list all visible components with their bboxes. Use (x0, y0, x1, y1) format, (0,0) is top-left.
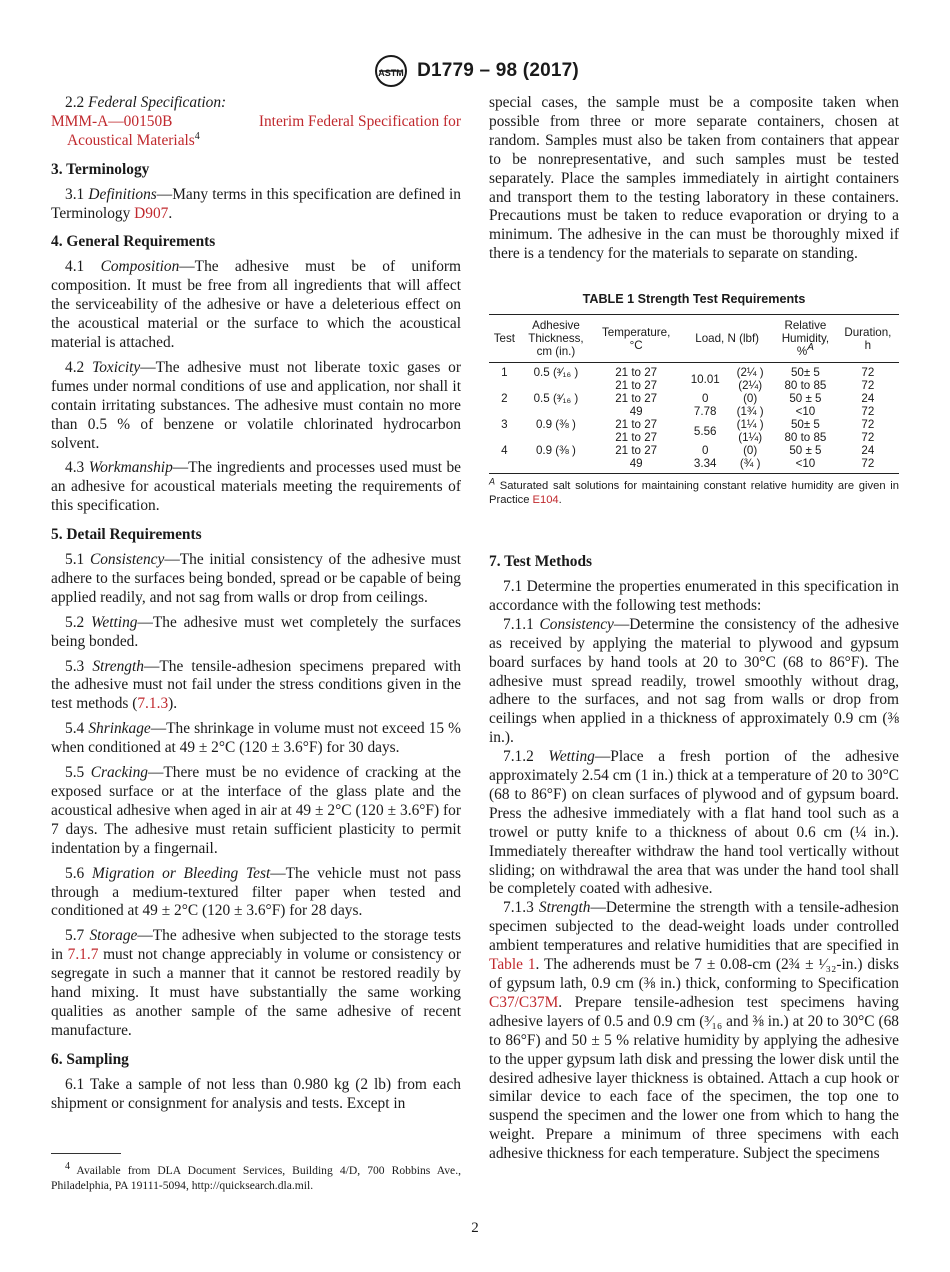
table-row: 2 0.5 (³⁄₁₆ ) 21 to 27 49 0 7.78 (0) (1¾ ) 50 ± 5 <10 24 72 (501, 392, 875, 419)
section-7-1-2: 7.1.2 Wetting—Place a fresh portion of the adhesive approximately 2.54 cm (1 in.) thick at a temperature of 20 to 30°C (68 to 86°F) on clean surfaces of plywood and of gypsum board. Press the adhesive immediately with a flat hand tool such as a trowel or putty knife to a thickness of about 0.6 cm (¼ in.). Immediately thereafter withdraw the hand tool vertically without sliding; on withdrawal the area that was under the hand tool shall be completely coated with adhesive. (489, 748, 899, 898)
section-7-1: 7.1 Determine the properties enumerated in this specification in accordance with the following test methods: (489, 577, 899, 614)
section-7-1-1: 7.1.1 Consistency—Determine the consistency of the adhesive as received by applying the material to plywood and gypsum board surfaces by hand tools at 20 to 30°C (68 to 86°F). The adhesive must spread readily, trowel smoothly without drag, adhere to the surfaces, and not sag from walls or drop from ceilings when applied in a thickness of approximately 0.9 cm (⅜ in.). (489, 615, 899, 747)
link-7-1-7[interactable]: 7.1.7 (67, 946, 99, 964)
footnote-4: $^4$ Available from DLA Document Services, Building 4/D, 700 Robbins Ave., Philadelphia, PA 19111-5094, http://quicksearch.dla.mil. (51, 1161, 461, 1192)
section-4-3: 4.3 Workmanship—The ingredients and processes used must be an adhesive for acoustical materials meeting the requirements of this specification. (51, 459, 461, 515)
section-5-4: 5.4 Shrinkage—The shrinkage in volume must not exceed 15 % when conditioned at 49 ± 2°C (120 ± 3.6°F) for 30 days. (51, 720, 461, 757)
section-4-2: 4.2 Toxicity—The adhesive must not liberate toxic gases or fumes under normal conditions of use and application, nor shall it contain irritating substances. The adhesive must contain no more than 0.5 % of benzene or volatile chlorinated hydrocarbon solvent. (51, 358, 461, 452)
federal-spec-reference[interactable]: MMM-A—00150B Interim Federal Specification for Acoustical Materials$^4$ (51, 112, 461, 149)
col-load: Load, N (lbf) (695, 332, 760, 346)
section-5-3: 5.3 Strength—The tensile-adhesion specimens prepared with the adhesive must not fail under the stress conditions given in the test methods (7.1.3). (51, 657, 461, 713)
table-header-row (489, 315, 899, 363)
section-6-1-continued: special cases, the sample must be a composite taken when possible from three or more separate containers, chosen at random. Samples must also be taken from containers that appear to be nonrepresentative, and such samples must be tested separately. Place the samples immediately in airtight containers and transport them to the testing laboratory in these containers. Precautions must be taken to reduce evaporation or drying to a minimum. The adhesive in the can must be thoroughly mixed if there is a tendency for the materials to separate on standing. (489, 94, 899, 263)
section-7-1-3: 7.1.3 Strength—Determine the strength with a tensile-adhesion specimen subjected to the dead-weight loads under controlled ambient temperatures and relative humidities that are specified in Table 1. The adherends must be 7 ± 0.08-cm (2¾ ± ¹⁄₃₂-in.) disks of gypsum lath, 0.9 cm (⅜ in.) thick, conforming to Specification C37/C37M. Prepare tensile-adhesion test specimens having adhesive layers of 0.5 and 0.9 cm (³⁄₁₆ and ⅜ in.) at 20 to 30°C (68 to 86°F) and 50 ± 5 % relative humidity by applying the adhesive to the upper gypsum lath disk and pressing the lower disk until the desired adhesive layer thickness is obtained. Attach a cup hook or similar device to each face of the specimen, the top one to suspend the specimen and the lower one from which to hang the weight. Prepare a minimum of three specimens with each adhesive thickness for each temperature. Subject the specimens (489, 899, 899, 1163)
section-2-2: 2.2 Federal Specification: (65, 94, 227, 111)
col-temperature: Temperature, °C (602, 325, 671, 352)
section-4-1: 4.1 Composition—The adhesive must be of uniform composition. It must be free from all ingredients that will affect the serviceability of the adhesive or have a deleterious effect on the acoustical material or the surface to which the acoustical material is attached. (51, 258, 461, 351)
logo-text: ASTM (378, 68, 404, 78)
col-humidity: Relative Humidity, %$^A$ (781, 319, 830, 359)
col-duration: Duration, h (844, 325, 892, 352)
link-d907[interactable]: D907 (134, 204, 169, 222)
heading-general-requirements: 4. General Requirements (51, 233, 216, 251)
col-thickness: Adhesive Thickness, cm (in.) (528, 319, 584, 359)
footnote-divider (51, 1153, 121, 1154)
page-header (0, 54, 950, 88)
document-designation: D1779 – 98 (2017) (417, 60, 579, 81)
heading-detail-requirements: 5. Detail Requirements (51, 526, 202, 544)
heading-terminology: 3. Terminology (51, 160, 150, 178)
link-c37[interactable]: C37/C37M (489, 993, 559, 1011)
link-e104[interactable]: E104 (532, 494, 559, 507)
table-row: 4 0.9 (⅜ ) 21 to 27 49 0 3.34 (0) (¾ ) 50 ± 5 <10 24 72 (489, 444, 899, 474)
table-row: 3 0.9 (⅜ ) 21 to 27 21 to 27 5.56 (1¼ ) (1¼) 50± 5 80 to 85 72 72 (501, 418, 875, 445)
table-row: 1 0.5 (³⁄₁₆ ) 21 to 27 21 to 27 10.01 (2¼ ) (2¼) 50± 5 80 to 85 72 72 (501, 366, 875, 393)
page-number: 2 (471, 1220, 479, 1236)
section-5-6: 5.6 Migration or Bleeding Test—The vehicle must not pass through a medium-textured filter paper when tested and conditioned at 49 ± 2°C (120 ± 3.6°F) for 28 days. (51, 864, 461, 920)
section-5-7: 5.7 Storage—The adhesive when subjected to the storage tests in 7.1.7 must not change appreciably in volume or consistency or segregate in such a manner that it cannot be restored readily by hand mixing. It must have substantially the same working qualities as another sample of the same adhesive of recent manufacture. (51, 927, 461, 1039)
left-column (51, 94, 461, 1120)
link-7-1-3[interactable]: 7.1.3 (137, 695, 169, 713)
table-title: TABLE 1 Strength Test Requirements (582, 292, 806, 307)
section-6-1: 6.1 Take a sample of not less than 0.980 kg (2 lb) from each shipment or consignment for analysis and tests. Except in (51, 1075, 461, 1112)
right-column (489, 94, 899, 1164)
link-table-1[interactable]: Table 1 (489, 956, 536, 974)
astm-logo-icon (371, 54, 411, 88)
section-5-5: 5.5 Cracking—There must be no evidence of cracking at the exposed surface or at the interface of the glass plate and the acoustical adhesive when aged in air at 49 ± 2°C (120 ± 3.6°F) for 7 days. The adhesive must retain sufficient plasticity to permit indentation by a fingernail. (51, 764, 461, 857)
strength-test-table (489, 290, 899, 507)
section-3-1: 3.1 Definitions—Many terms in this specification are defined in Terminology D907. (51, 185, 461, 222)
col-test: Test (493, 332, 516, 346)
section-5-1: 5.1 Consistency—The initial consistency of the adhesive must adhere to the surfaces being bonded, spread or be capable of being applied readily, and not sag from walls or drop from ceilings. (51, 551, 461, 606)
heading-test-methods: 7. Test Methods (489, 553, 593, 571)
table-footnote: $^A$ Saturated salt solutions for maintaining constant relative humidity are given in Practice E104. (489, 476, 899, 507)
section-5-2: 5.2 Wetting—The adhesive must wet completely the surfaces being bonded. (51, 613, 461, 650)
heading-sampling: 6. Sampling (51, 1050, 129, 1068)
